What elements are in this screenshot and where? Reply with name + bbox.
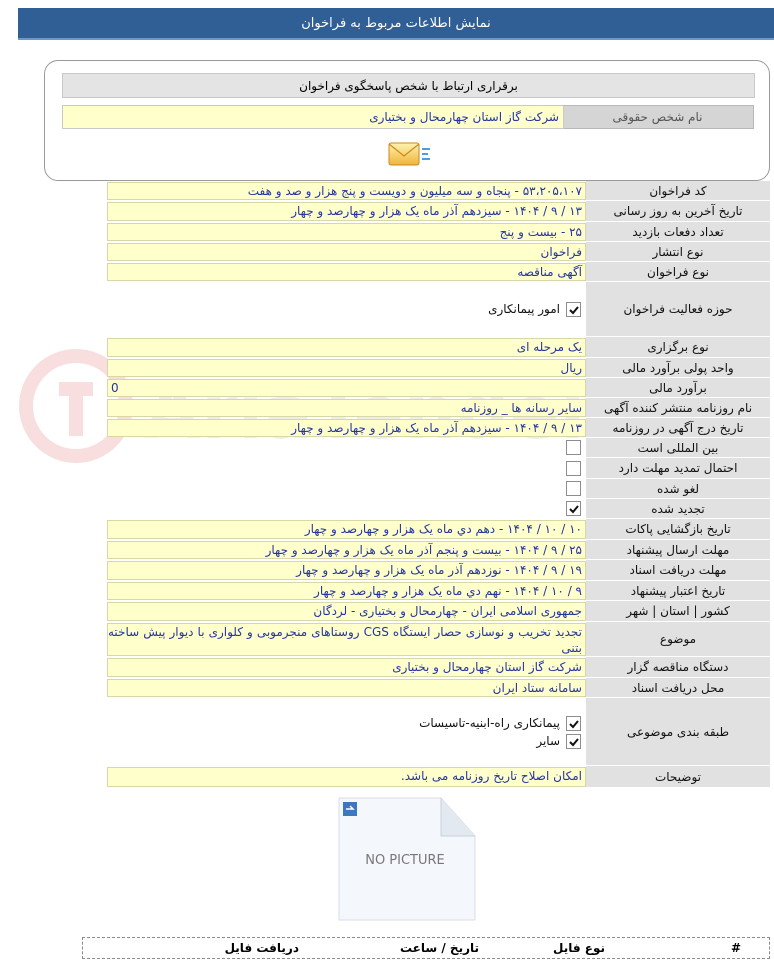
row-cancelled <box>107 479 770 499</box>
row-category <box>107 698 770 766</box>
code-label: کد فراخوان <box>586 181 770 201</box>
holding-type-value: یک مرحله ای <box>107 338 586 357</box>
row-doc-deadline <box>107 560 770 581</box>
row-doc-place <box>107 678 770 698</box>
organizer-label: دستگاه مناقصه گزار <box>586 657 770 678</box>
doc-deadline-label: مهلت دریافت اسناد <box>586 560 770 581</box>
opening-date-value: ۱۰ / ۱۰ / ۱۴۰۴ - دهم دي ماه یک هزار و چهارصد و چهار <box>107 520 586 539</box>
category-label: طبقه بندی موضوعی <box>586 698 770 766</box>
legal-person-tab[interactable]: نام شخص حقوقی <box>561 105 754 129</box>
row-activity-scope <box>107 282 770 337</box>
row-last-update <box>107 201 770 222</box>
files-col-number: # <box>730 941 741 955</box>
row-holding-type <box>107 337 770 358</box>
page-title: نمایش اطلاعات مربوط به فراخوان <box>18 8 774 40</box>
international-checkbox[interactable] <box>566 440 581 455</box>
call-type-label: نوع فراخوان <box>586 262 770 282</box>
submit-deadline-label: مهلت ارسال پیشنهاد <box>586 540 770 560</box>
renewed-label: تجدید شده <box>586 499 770 519</box>
publish-type-label: نوع انتشار <box>586 242 770 262</box>
row-estimate <box>107 378 770 398</box>
row-opening-date <box>107 519 770 540</box>
renewed-checkbox[interactable] <box>566 501 581 516</box>
extension-checkbox[interactable] <box>566 461 581 476</box>
row-visits <box>107 222 770 242</box>
location-value: جمهوری اسلامی ایران - چهارمحال و بختیاری - لردگان <box>107 602 586 621</box>
row-location <box>107 601 770 622</box>
row-extension <box>107 458 770 479</box>
row-international <box>107 438 770 458</box>
row-currency <box>107 358 770 378</box>
holding-type-label: نوع برگزاری <box>586 337 770 358</box>
contact-header[interactable]: برقراری ارتباط با شخص پاسخگوی فراخوان <box>62 73 755 98</box>
files-col-date: تاریخ / ساعت <box>399 941 479 955</box>
call-type-value: آگهی مناقصه <box>107 263 586 281</box>
newspaper-date-value: ۱۳ / ۹ / ۱۴۰۴ - سیزدهم آذر ماه یک هزار و چهارصد و چهار <box>107 419 586 437</box>
notes-value: امکان اصلاح تاریخ روزنامه می باشد. <box>107 767 586 787</box>
row-newspaper-date <box>107 418 770 438</box>
row-newspaper <box>107 398 770 418</box>
category-checkbox-2[interactable] <box>566 734 581 749</box>
doc-deadline-value: ۱۹ / ۹ / ۱۴۰۴ - نوزدهم آذر ماه یک هزار و چهارصد و چهار <box>107 561 586 580</box>
validity-date-value: ۹ / ۱۰ / ۱۴۰۴ - نهم دي ماه یک هزار و چهارصد و چهار <box>107 582 586 600</box>
activity-scope-option: امور پیمانکاری <box>488 302 560 316</box>
files-col-download: دریافت فایل <box>224 941 299 955</box>
newspaper-date-label: تاریخ درج آگهی در روزنامه <box>586 418 770 438</box>
row-publish-type <box>107 242 770 262</box>
currency-value: ریال <box>107 359 586 377</box>
check-icon <box>568 304 580 316</box>
estimate-label: برآورد مالی <box>586 378 770 398</box>
extension-label: احتمال تمدید مهلت دارد <box>586 458 770 479</box>
code-value: ۵۳،۲۰۵،۱۰۷ - پنجاه و سه میلیون و دویست و پنج هزار و صد و هفت <box>107 182 586 200</box>
currency-label: واحد پولی برآورد مالی <box>586 358 770 378</box>
row-notes <box>107 766 770 788</box>
row-organizer <box>107 657 770 678</box>
newspaper-label: نام روزنامه منتشر کننده آگهی <box>586 398 770 418</box>
last-update-label: تاریخ آخرین به روز رسانی <box>586 201 770 222</box>
cancelled-checkbox[interactable] <box>566 481 581 496</box>
activity-scope-label: حوزه فعالیت فراخوان <box>586 282 770 337</box>
publish-type-value: فراخوان <box>107 243 586 261</box>
files-col-type: نوع فایل <box>553 941 605 955</box>
check-icon <box>568 718 580 730</box>
international-label: بین المللی است <box>586 438 770 458</box>
location-label: کشور | استان | شهر <box>586 601 770 622</box>
notes-label: توضیحات <box>586 766 770 788</box>
doc-place-label: محل دریافت اسناد <box>586 678 770 698</box>
files-table-header <box>82 937 770 959</box>
row-call-type <box>107 262 770 282</box>
organizer-value: شرکت گاز استان چهارمحال و بختیاری <box>107 658 586 677</box>
category-option-1: پیمانکاری راه-ابنیه-تاسیسات <box>419 716 560 730</box>
last-update-value: ۱۳ / ۹ / ۱۴۰۴ - سیزدهم آذر ماه یک هزار و چهارصد و چهار <box>107 202 586 221</box>
validity-date-label: تاریخ اعتبار پیشنهاد <box>586 581 770 601</box>
category-checkbox-1[interactable] <box>566 716 581 731</box>
cancelled-label: لغو شده <box>586 479 770 499</box>
row-code <box>107 181 770 201</box>
estimate-value: 0 <box>107 379 586 397</box>
no-picture-image <box>337 796 477 923</box>
check-icon <box>568 503 580 515</box>
legal-person-value: شرکت گاز استان چهارمحال و بختیاری <box>62 105 564 129</box>
visits-value: ۲۵ - بیست و پنج <box>107 223 586 241</box>
check-icon <box>568 736 580 748</box>
newspaper-value: سایر رسانه ها _ روزنامه <box>107 399 586 417</box>
subject-value: تجدید تخریب و نوسازی حصار ایستگاه CGS روستاهای منجرموبی و کلواری با دیوار پیش ساخته بتنی <box>107 623 586 656</box>
submit-deadline-value: ۲۵ / ۹ / ۱۴۰۴ - بیست و پنجم آذر ماه یک هزار و چهارصد و چهار <box>107 541 586 559</box>
row-renewed <box>107 499 770 519</box>
category-option-2: سایر <box>536 734 560 748</box>
opening-date-label: تاریخ بازگشایی پاکات <box>586 519 770 540</box>
visits-label: تعداد دفعات بازدید <box>586 222 770 242</box>
doc-place-value: سامانه ستاد ایران <box>107 679 586 697</box>
no-picture-text: NO PICTURE <box>365 853 445 868</box>
row-submit-deadline <box>107 540 770 560</box>
row-validity-date <box>107 581 770 601</box>
contact-panel <box>44 60 770 181</box>
envelope-icon[interactable] <box>386 139 432 169</box>
activity-scope-checkbox[interactable] <box>566 302 581 317</box>
subject-label: موضوع <box>586 622 770 657</box>
row-subject <box>107 622 770 657</box>
